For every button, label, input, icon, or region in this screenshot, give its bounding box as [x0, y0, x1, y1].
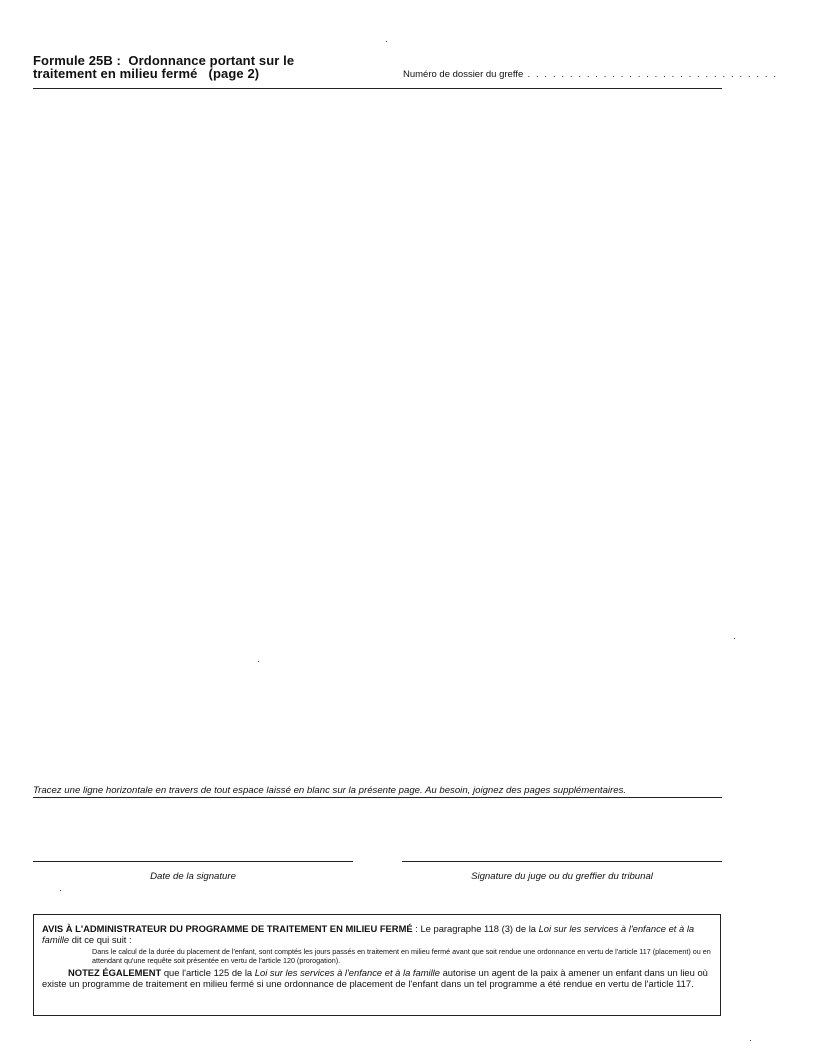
signature-date-line[interactable] — [33, 861, 353, 862]
court-file-number-label: Numéro de dossier du greffe — [403, 69, 524, 80]
judge-signature-line[interactable] — [402, 861, 722, 862]
court-file-number-blank[interactable]: . . . . . . . . . . . . . . . . . . . . . . . . . . . . . . — [523, 69, 778, 80]
form-title-line-2: traitement en milieu fermé (page 2) — [33, 66, 260, 81]
scan-speck — [750, 1040, 751, 1041]
notice-note-text-1: que l'article 125 de la — [161, 966, 255, 978]
notice-note-law-title: Loi sur les services à l'enfance et à la famille — [254, 966, 440, 978]
header-rule — [33, 88, 722, 89]
notice-note-text-2: autorise un agent de la paix à amener un enfant dans un lieu où existe un programme de traitement en milieu fermé si une ordonnance de placement de l'enfant dans un tel programme a été rendue en vertu de l'article 117. — [42, 966, 708, 990]
notice-intro-text-2: dit ce qui suit : — [69, 934, 132, 946]
signature-date-caption: Date de la signature — [150, 871, 236, 882]
notice-quoted-provision: Dans le calcul de la durée du placement de l'enfant, sont comptés les jours passés en traitement en milieu fermé avant que soit rendue une ordonnance en vertu de l'article 117 (placement) ou en attendant qu'une requête soit présentée en vertu de l'article 120 (prorogation). — [92, 946, 711, 966]
notice-intro — [42, 923, 712, 946]
administrator-notice-box — [33, 914, 721, 1016]
notice-note — [42, 967, 712, 990]
form-title-line-1: Formule 25B : Ordonnance portant sur le — [33, 53, 295, 68]
judge-signature-caption: Signature du juge ou du greffier du tribunal — [471, 871, 653, 882]
form-title — [33, 54, 363, 80]
notice-law-title: Loi sur les services à l'enfance et à la famille — [42, 923, 695, 946]
scan-speck — [258, 661, 259, 662]
notice-heading: AVIS À L'ADMINISTRATEUR DU PROGRAMME DE TRAITEMENT EN MILIEU FERMÉ — [42, 923, 413, 934]
blank-space-instruction: Tracez une ligne horizontale en travers de tout espace laissé en blanc sur la présente page. Au besoin, joignez des pages supplémentaires. — [33, 785, 627, 796]
scan-speck — [386, 41, 387, 42]
scan-speck — [734, 638, 735, 639]
notice-note-heading: NOTEZ ÉGALEMENT — [68, 966, 162, 978]
scan-speck — [60, 890, 61, 891]
court-file-number-field[interactable] — [403, 69, 778, 80]
instruction-rule — [33, 797, 722, 798]
notice-intro-text-1: : Le paragraphe 118 (3) de la — [412, 923, 539, 934]
